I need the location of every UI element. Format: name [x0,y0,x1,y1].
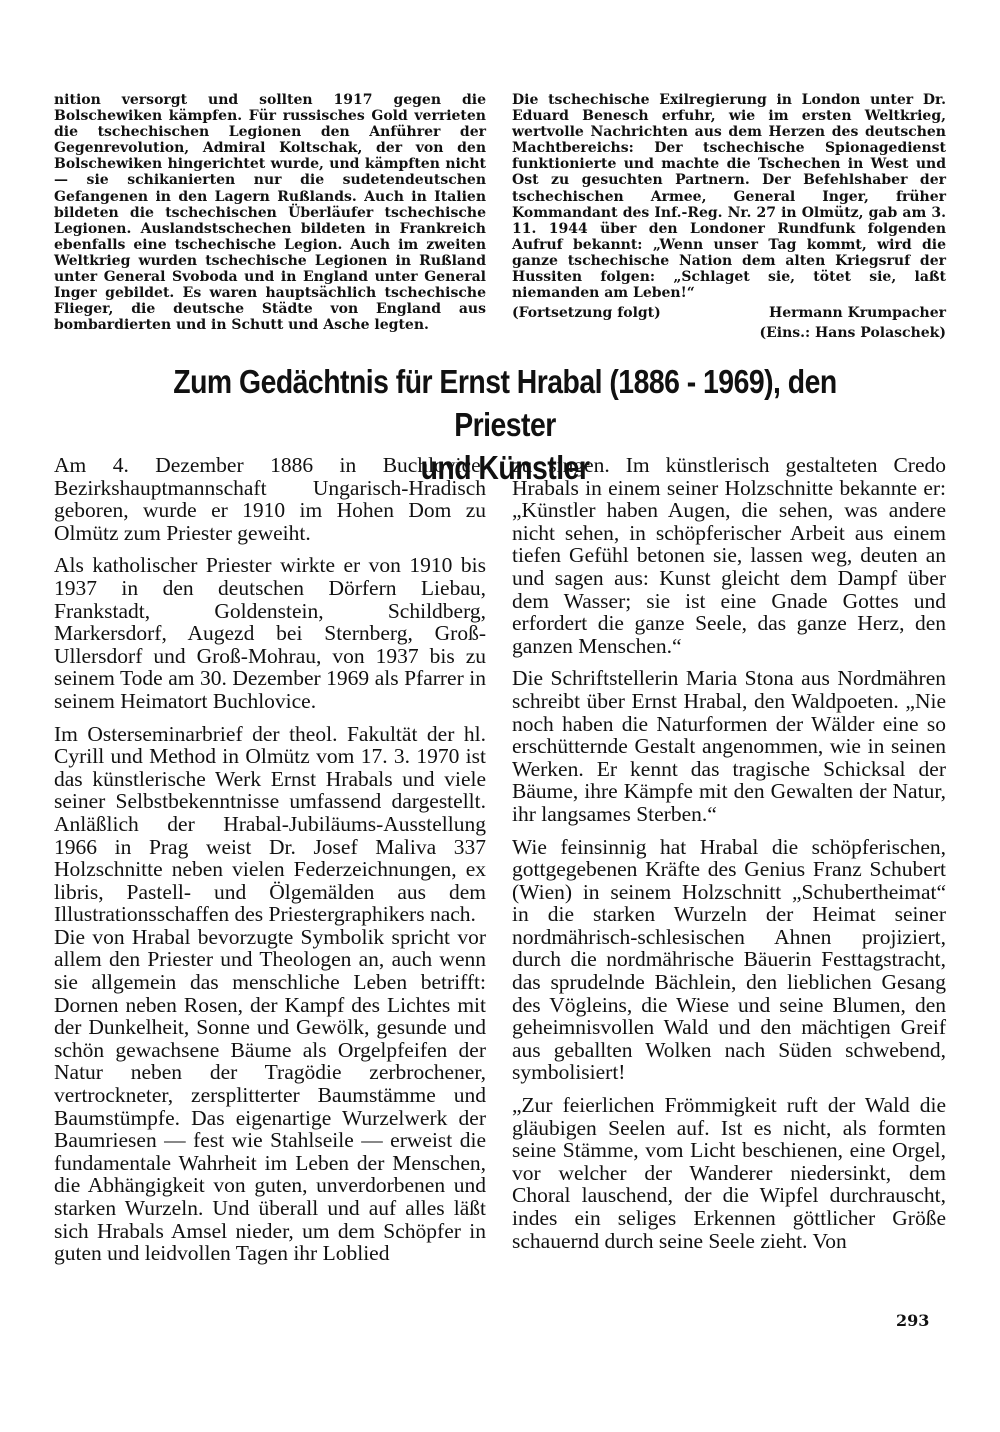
submitter-note: (Eins.: Hans Polaschek) [759,325,946,342]
article-paragraph: Als katholischer Priester wirkte er von 1910 bis 1937 in den deutschen Dörfern Liebau, Frankstadt, Goldenstein, Schildberg, Markersdorf, Augezd bei Sternberg, Groß-Ullersdorf und Groß-Mohrau, von 1937 bis zu seinem Tode am 30. Dezember 1969 als Pfarrer in seinem Heimatort Buchlovice. [54,553,486,713]
continuation-note: (Fortsetzung folgt) [512,305,661,322]
signature-row [512,305,946,321]
article-right-column [512,454,946,1262]
article-paragraph: Die von Hrabal bevorzugte Symbolik spricht vor allem den Priester und Theologen an, auch wenn sie allgemein das menschliche Leben betrifft: Dornen neben Rosen, der Kampf des Lichtes mit der Dunkelheit, Sonne und Gewölk, gesunde und schön gewachsene Bäume als Orgelpfeifen der Natur neben der Tragödie zerbrochener, vertrockneter, zersplitterter Baumstämme und Baumstümpfe. Das eigenartige Wurzelwerk der Baumriesen — fest wie Stahlseile — erweist die fundamentale Wahrheit im Leben der Menschen, die Abhängigkeit von guten, unverdorbenen und starken Wurzeln. Und überall und auf alles läßt sich Hrabals Amsel nieder, um dem Schöpfer in guten und leidvollen Tagen ihr Loblied [54,924,486,1266]
top-left-paragraph: nition versorgt und sollten 1917 gegen die Bolschewiken kämpfen. Für russisches Gold verrieten die tschechischen Legionen den Anführer der Gegenrevolution, Admiral Koltschak, der von den Bolschewiken hingerichtet wurde, und kämpften nicht — sie schikanierten nur die sudetendeutschen Gefangenen in den Lagern Rußlands. Auch in Italien bildeten die tschechischen Überläufer tschechische Legionen. Auslandstschechen bildeten in Frankreich ebenfalls eine tschechische Legion. Auch im zweiten Weltkrieg wurden tschechische Legionen in Rußland unter General Svoboda und in England unter General Inger gebildet. Es waren hauptsächlich tschechische Flieger, die deutsche Städte von England aus bombardierten und in Schutt und Asche legten. [54,92,486,334]
article-left-column [54,454,486,1275]
page-number: 293 [896,1311,930,1330]
article-paragraph: Im Osterseminarbrief der theol. Fakultät der hl. Cyrill und Method in Olmütz vom 17. 3. 1970 ist das künstlerische Werk Ernst Hrabals und viele seiner Selbstbekenntnisse umfassend dargestellt. Anläßlich der Hrabal-Jubiläums-Ausstellung 1966 in Prag weist Dr. Josef Maliva 337 Holzschnitte neben vielen Federzeichnungen, ex libris, Pastell- und Ölgemälden aus dem Illustrationsschaffen des Priestergraphikers nach. [54,721,486,927]
article-paragraph: Die Schriftstellerin Maria Stona aus Nordmähren schreibt über Ernst Hrabal, den Waldpoeten. „Nie noch haben die Naturformen der Wälder eine so erschütternde Gestalt angenommen, wie in seinen Werken. Er kennt das tragische Schicksal der Bäume, ihre Kämpfe mit den Gewalten der Natur, ihr langsames Sterben.“ [512,666,946,826]
headline-line-1: Zum Gedächtnis für Ernst Hrabal (1886 - 1969), den Priester [173,363,837,443]
headline-line-2: und Künstler [420,449,590,486]
article-paragraph: „Zur feierlichen Frömmigkeit ruft der Wald die gläubigen Seelen auf. Ist es nicht, als formten seine Stämme, vom Licht beschienen, eine Orgel, vor welcher der Wanderer niedersinkt, dem Choral lauschend, der die Wipfel durchrauscht, indes ein seliges Erkennen göttlicher Größe schauernd durch seine Seele zieht. Von [512,1093,946,1253]
article-paragraph: zu singen. Im künstlerisch gestalteten Credo Hrabals in einem seiner Holzschnitte bekannte er: „Künstler haben Augen, die sehen, was andere nicht sehen, in schöpferischer Arbeit aus einem tiefen Gefühl betonen sie, lassen weg, deuten an und sagen aus: Kunst gleicht dem Dampf über dem Wasser; sie ist eine Gnade Gottes und erfordert die ganze Seele, das ganze Herz, den ganzen Menschen.“ [512,453,946,658]
top-right-column [512,92,946,341]
article-paragraph: Wie feinsinnig hat Hrabal die schöpferischen, gottgegebenen Kräfte des Genius Franz Schubert (Wien) in seinem Holzschnitt „Schubertheimat“ in die starken Wurzeln der Heimat seiner nordmährisch-schlesischen Ahnen projiziert, durch die nordmährische Bäuerin Festtagstracht, das sprudelnde Bächlein, den lieblichen Gesang des Vögleins, die Wiese und seine Blumen, den geheimnisvollen Wald und den mächtigen Greif aus geballten Wolken nach Süden schwebend, symbolisiert! [512,834,946,1085]
author-name: Hermann Krumpacher [768,305,946,322]
article-paragraph: Am 4. Dezember 1886 in Buchlovice, Bezirkshauptmannschaft Ungarisch-Hradisch geboren, wurde er 1910 im Hohen Dom zu Olmütz zum Priester geweiht. [54,453,486,545]
top-right-paragraph: Die tschechische Exilregierung in London unter Dr. Eduard Benesch erfuhr, wie im ersten Weltkrieg, wertvolle Nachrichten aus dem Herzen des deutschen Machtbereichs: Der tschechische Spionagedienst funktionierte und machte die Tschechen in West und Ost zu gesuchten Partnern. Der Befehlshaber der tschechischen Armee, General Inger, früher Kommandant des Inf.-Reg. Nr. 27 in Olmütz, gab am 3. 11. 1944 über den Londoner Rundfunk folgenden Aufruf bekannt: „Wenn unser Tag kommt, wird die ganze tschechische Nation dem alten Kriegsruf der Hussiten folgen: „Schlaget sie, tötet sie, laßt niemanden am Leben!“ [512,92,946,302]
top-left-column [54,92,486,333]
